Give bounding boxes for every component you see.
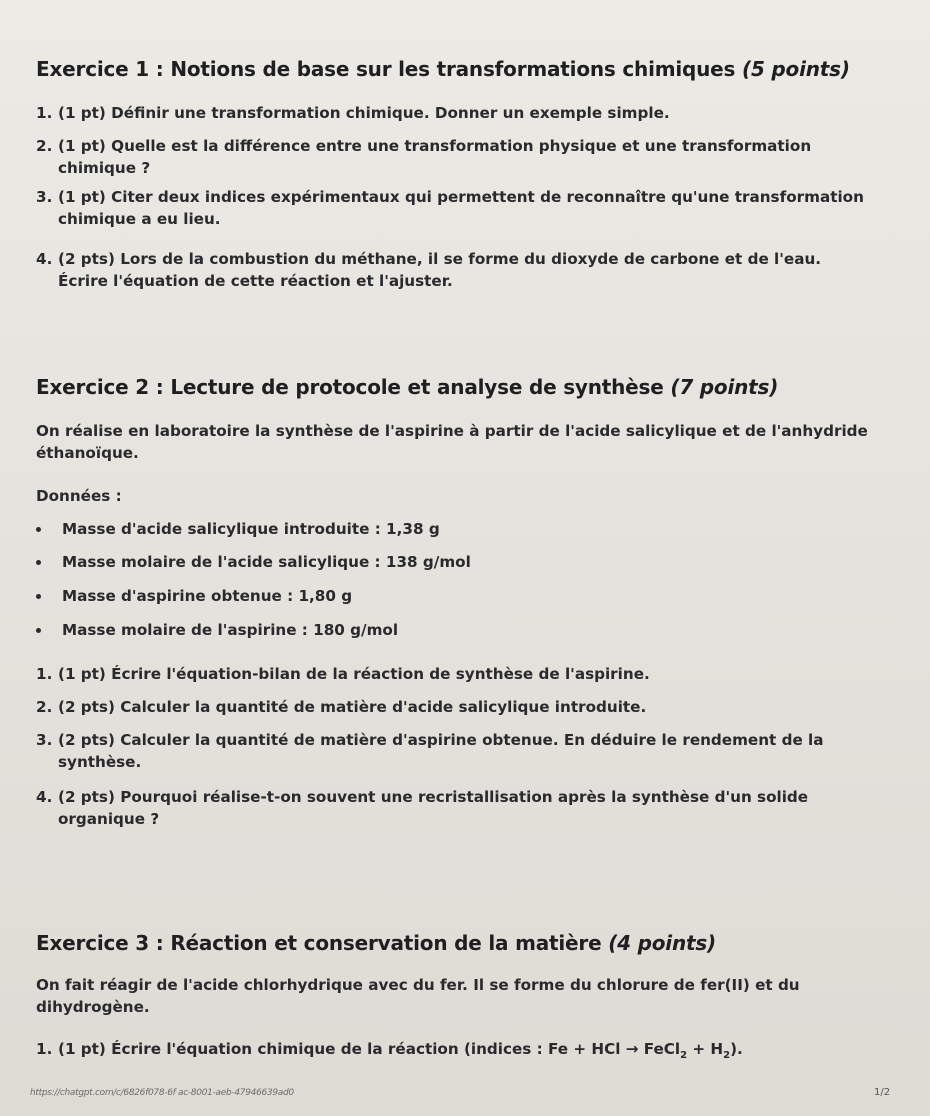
exercise-2-points: (7 points) (670, 375, 779, 399)
ex2-question-2: 2. (2 pts) Calculer la quantité de matière d'acide salicylique introduite. (36, 698, 647, 716)
ex2-question-4: 4. (2 pts) Pourquoi réalise-t-on souvent une recristallisation après la synthèse d'un solide organique ? (36, 788, 809, 828)
exercise-3-points: (4 points) (608, 931, 716, 955)
ex1-question-2: 2. (1 pt) Quelle est la différence entre une transformation physique et une transformation chimique ? (36, 137, 812, 177)
exercise-2-title (36, 375, 778, 399)
exercise-1-title (36, 57, 850, 81)
ex2-question-1: 1. (1 pt) Écrire l'équation-bilan de la réaction de synthèse de l'aspirine. (36, 665, 650, 683)
ex2-data-item: Masse d'aspirine obtenue : 1,80 g (62, 587, 352, 605)
ex2-question-3: 3. (2 pts) Calculer la quantité de matière d'aspirine obtenue. En déduire le rendement de la synthèse. (36, 731, 824, 771)
ex2-data-label: Données : (36, 487, 122, 505)
ex2-intro: On réalise en laboratoire la synthèse de l'aspirine à partir de l'acide salicylique et de l'anhydride éthanoïque. (36, 422, 868, 462)
exercise-1-points: (5 points) (742, 57, 850, 81)
exercise-1-title-text: Exercice 1 : Notions de base sur les transformations chimiques (36, 57, 743, 81)
exercise-2-title-text: Exercice 2 : Lecture de protocole et analyse de synthèse (36, 375, 671, 399)
footer-url: https://chatgpt.com/c/6826f078-6f ac-8001-aeb-47946639ad0 (30, 1088, 294, 1098)
ex1-question-4: 4. (2 pts) Lors de la combustion du méthane, il se forme du dioxyde de carbone et de l'eau. Écrire l'équation de cette réaction et l'ajuster. (36, 250, 822, 290)
bullet-icon (36, 628, 41, 633)
exercise-3-title-text: Exercice 3 : Réaction et conservation de la matière (36, 931, 609, 955)
page-number: 1/2 (874, 1087, 891, 1098)
bullet-icon (36, 594, 41, 599)
ex2-data-item: Masse molaire de l'aspirine : 180 g/mol (62, 621, 398, 639)
ex1-question-1: 1. (1 pt) Définir une transformation chimique. Donner un exemple simple. (36, 104, 670, 122)
bullet-icon (36, 527, 41, 532)
ex2-data-item: Masse molaire de l'acide salicylique : 138 g/mol (62, 553, 471, 571)
ex1-question-3: 3. (1 pt) Citer deux indices expérimentaux qui permettent de reconnaître qu'une transformation chimique a eu lieu. (36, 188, 864, 228)
ex3-intro: On fait réagir de l'acide chlorhydrique avec du fer. Il se forme du chlorure de fer(II) et du dihydrogène. (36, 976, 800, 1016)
exercise-3-title (36, 931, 716, 955)
bullet-icon (36, 560, 41, 565)
ex2-data-item: Masse d'acide salicylique introduite : 1,38 g (62, 520, 440, 538)
ex3-question-1: 1. (1 pt) Écrire l'équation chimique de la réaction (indices : Fe + HCl → FeCl$_2$ + $H_2$). (36, 1040, 743, 1062)
